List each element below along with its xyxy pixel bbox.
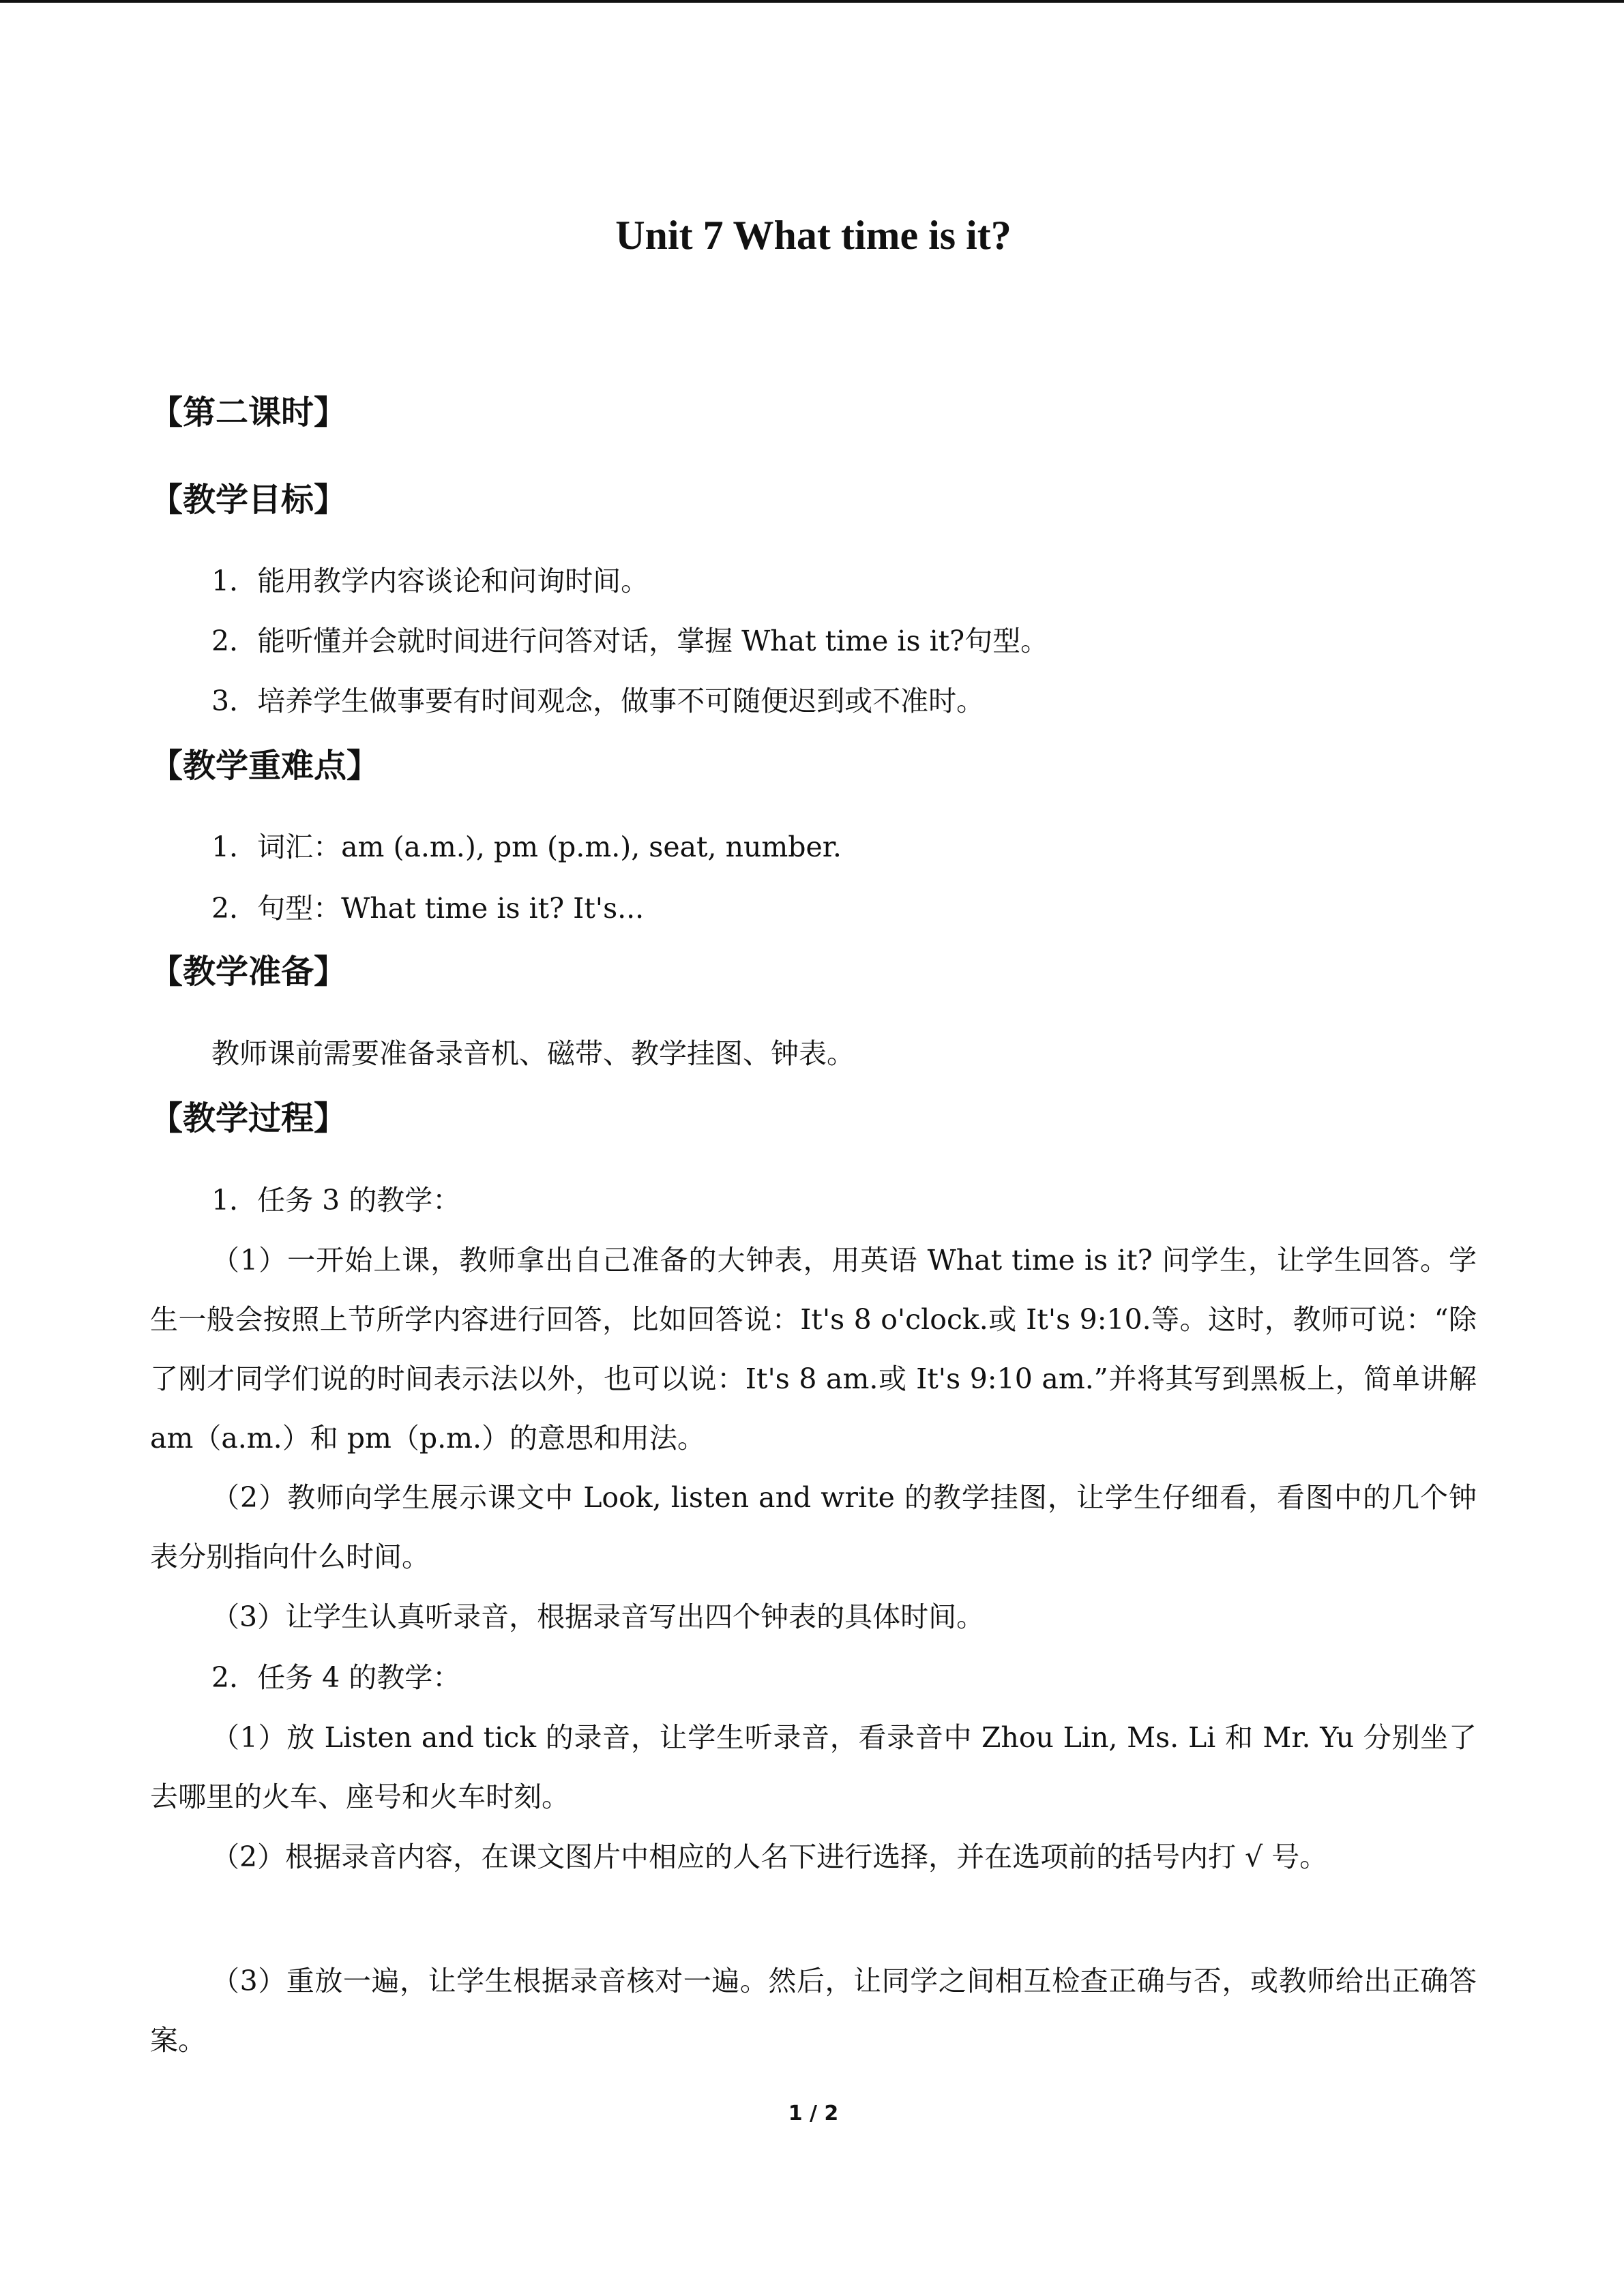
document-page: [150, 0, 1477, 2296]
heading-preparation: 【教学准备】: [150, 953, 347, 991]
task3-step-2: （2）教师向学生展示课文中 Look, listen and write 的教学挂图，让学生仔细看，看图中的几个钟表分别指向什么时间。: [150, 1481, 1477, 1573]
page-number: 1 / 2: [788, 2102, 839, 2126]
heading-objectives: 【教学目标】: [150, 481, 347, 519]
objective-item: 2．能听懂并会就时间进行问答对话，掌握 What time is it?句型。: [211, 625, 1049, 657]
task3-title: 1．任务 3 的教学：: [211, 1184, 461, 1217]
task4-step-1: （1）放 Listen and tick 的录音，让学生听录音，看录音中 Zhou Lin, Ms. Li 和 Mr. Yu 分别坐了去哪里的火车、座号和火车时刻。: [150, 1721, 1477, 1813]
objective-item: 3．培养学生做事要有时间观念，做事不可随便迟到或不准时。: [211, 685, 985, 717]
preparation-text: 教师课前需要准备录音机、磁带、教学挂图、钟表。: [211, 1037, 855, 1070]
heading-process: 【教学过程】: [150, 1099, 347, 1137]
task4-step-2: （2）根据录音内容，在课文图片中相应的人名下进行选择，并在选项前的括号内打 √ 号。: [211, 1840, 1328, 1873]
key-point-item: 1．词汇：am (a.m.), pm (p.m.), seat, number.: [211, 831, 842, 863]
key-point-item: 2．句型：What time is it? It's...: [211, 892, 645, 925]
objective-item: 1．能用教学内容谈论和问询时间。: [211, 565, 649, 597]
heading-key-points: 【教学重难点】: [150, 747, 380, 785]
document-title: Unit 7 What time is it?: [615, 213, 1012, 258]
task3-step-3: （3）让学生认真听录音，根据录音写出四个钟表的具体时间。: [211, 1600, 985, 1633]
heading-lesson: 【第二课时】: [150, 393, 347, 432]
task4-step-3: （3）重放一遍，让学生根据录音核对一遍。然后，让同学之间相互检查正确与否，或教师给出正确答案。: [150, 1965, 1477, 2057]
task3-step-1: （1）一开始上课，教师拿出自己准备的大钟表，用英语 What time is it? 问学生，让学生回答。学生一般会按照上节所学内容进行回答，比如回答说：It's 8 o'clock.或 It's 9:10.等。这时，教师可说：“除了刚才同学们说的时间表示法以外，也可以说：It's 8 am.或 It's 9:10 am.”并将其写到黑板上，简单讲解 am（a.m.）和 pm（p.m.）的意思和用法。: [150, 1244, 1477, 1455]
task4-title: 2．任务 4 的教学：: [211, 1661, 461, 1694]
